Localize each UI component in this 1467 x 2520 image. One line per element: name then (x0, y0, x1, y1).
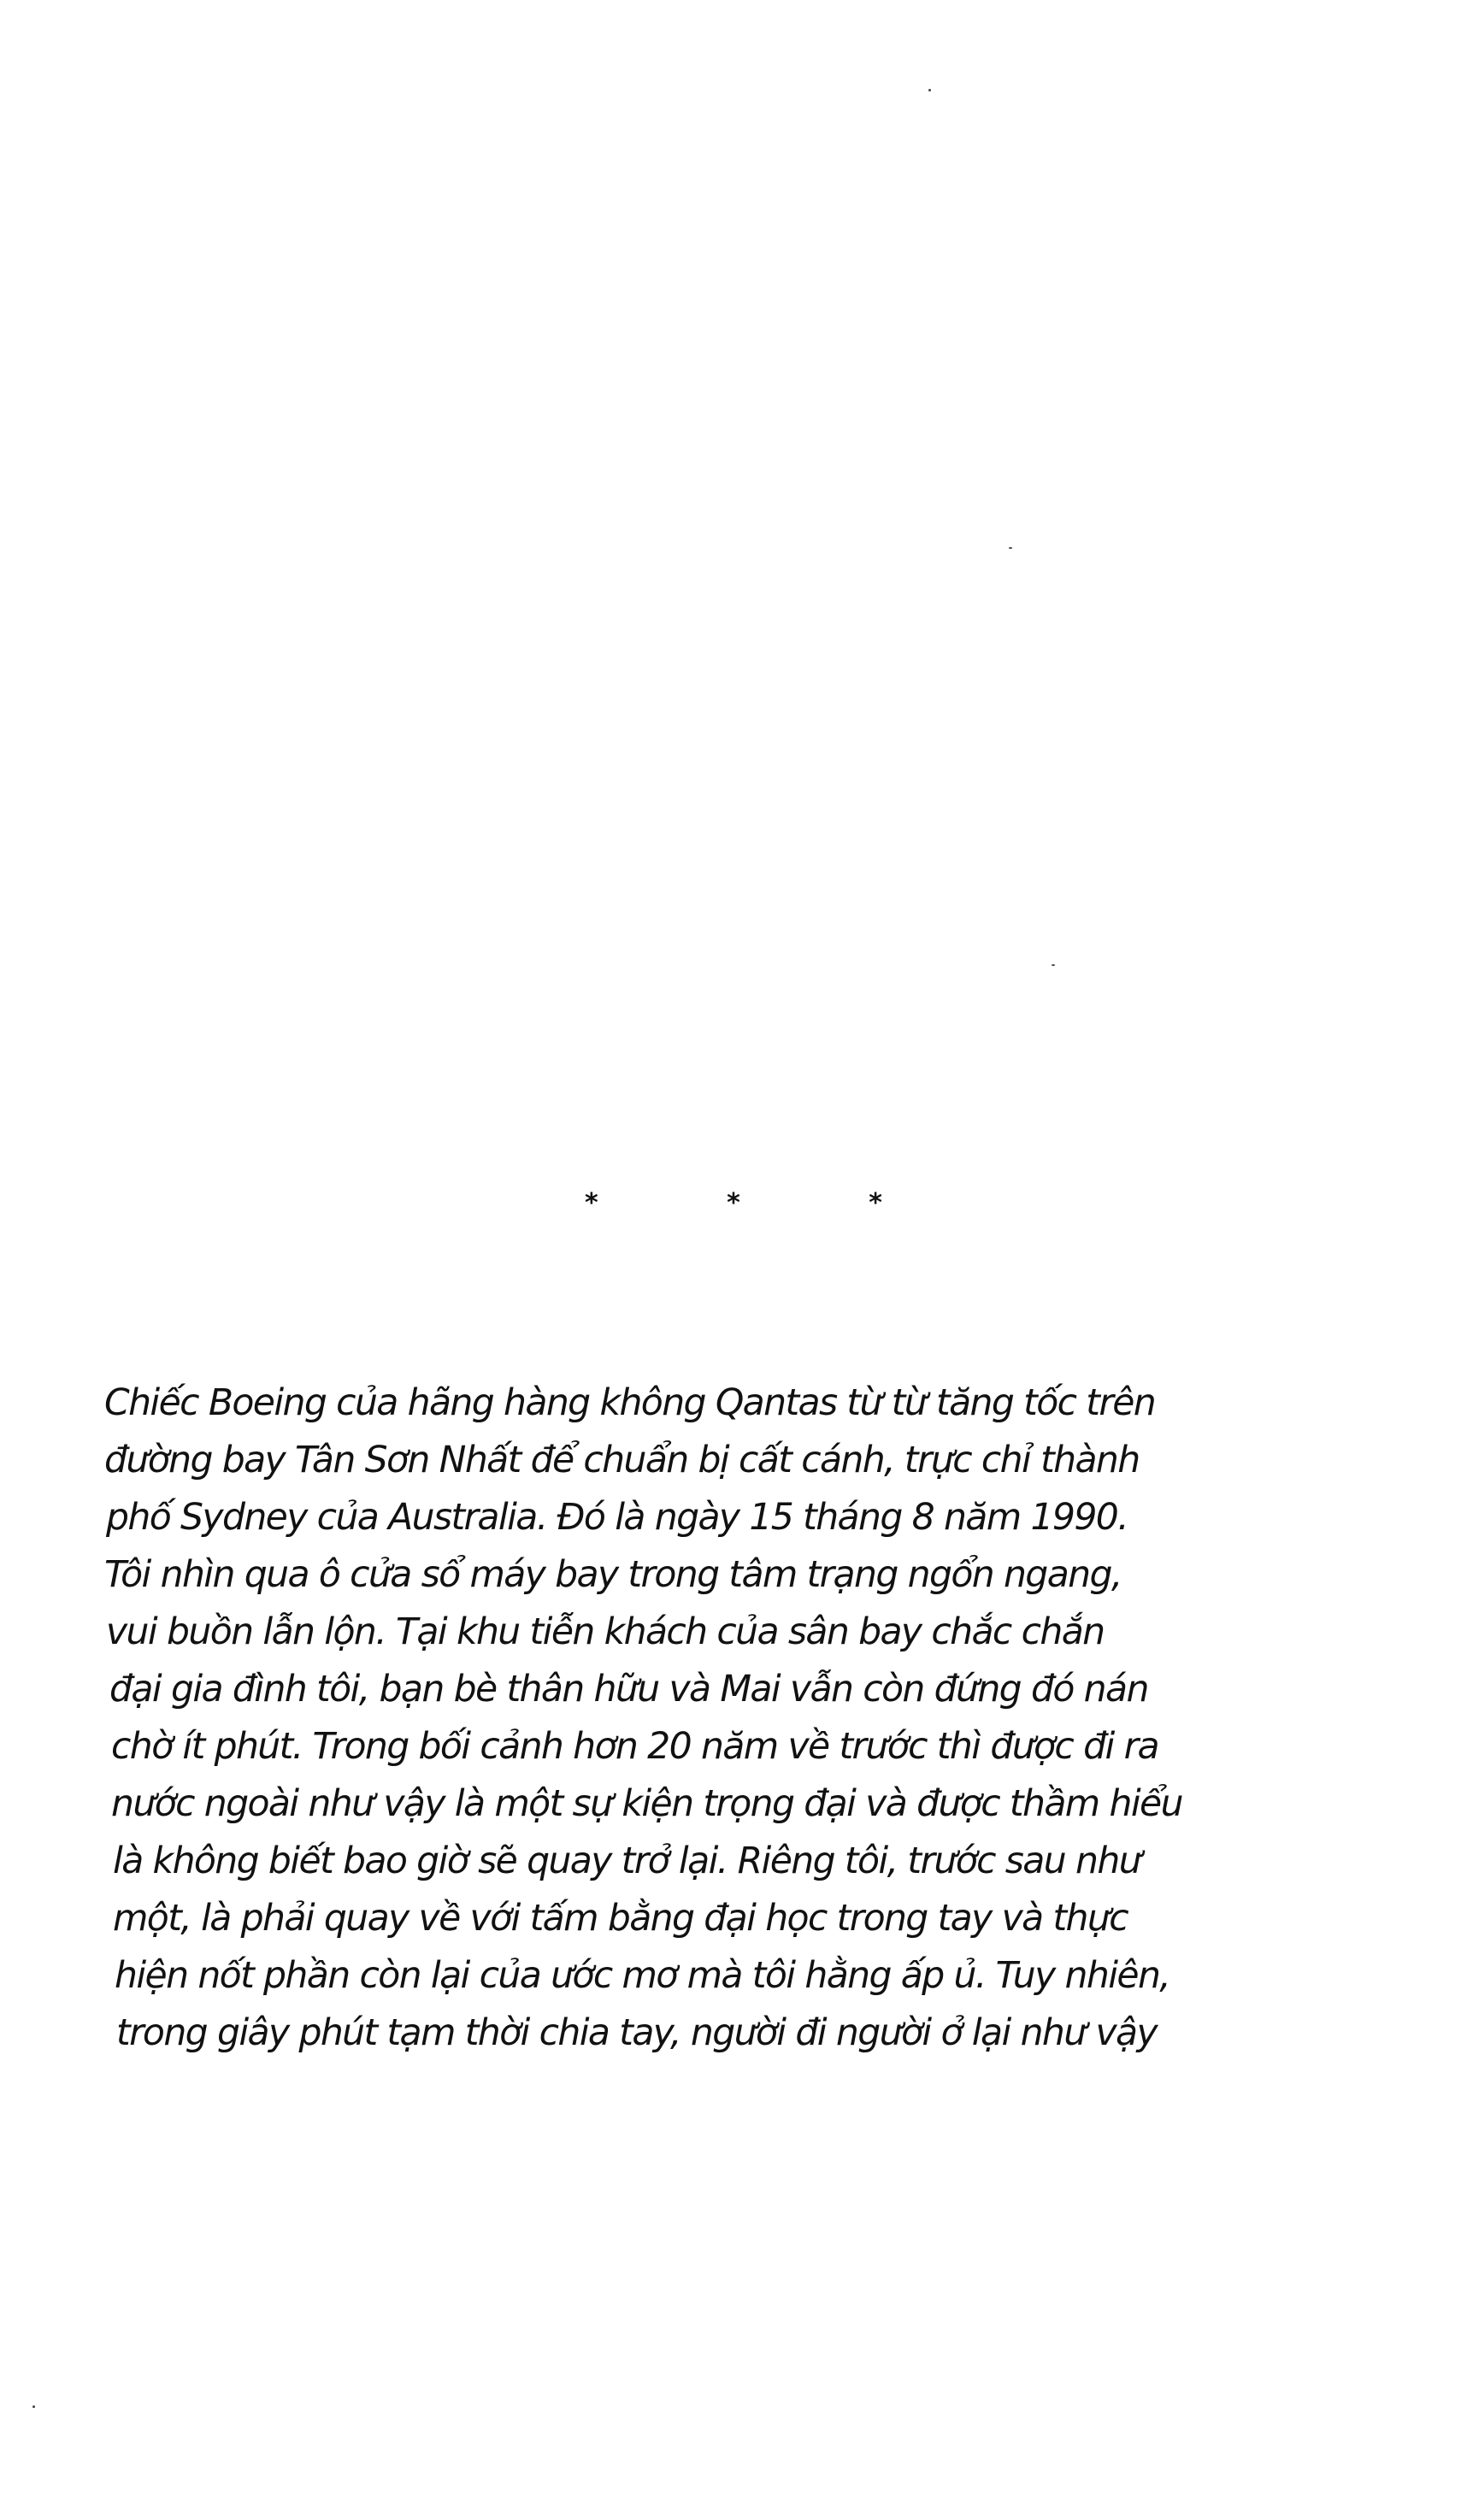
paragraph-line: trong giây phút tạm thời chia tay, người đi người ở lại như vậy (116, 2012, 1158, 2054)
body-paragraph (104, 1375, 1293, 2062)
paragraph-line: Tôi nhìn qua ô cửa sổ máy bay trong tâm trạng ngổn ngang, (104, 1554, 1122, 1596)
paragraph-line: phố Sydney của Australia. Đó là ngày 15 tháng 8 năm 1990. (106, 1497, 1128, 1539)
paragraph-line: nước ngoài như vậy là một sự kiện trọng đại và được thầm hiểu (111, 1783, 1182, 1825)
paragraph-line: hiện nốt phần còn lại của ước mơ mà tôi hằng ấp ủ. Tuy nhiên, (115, 1955, 1170, 1997)
paragraph-line: đường bay Tân Sơn Nhất để chuẩn bị cất cánh, trực chỉ thành (104, 1440, 1140, 1481)
paragraph-line: đại gia đình tôi, bạn bè thân hữu và Mai vẫn còn đứng đó nán (109, 1669, 1148, 1710)
dust-speck (32, 2405, 35, 2408)
dust-speck (928, 89, 931, 91)
section-separator: * * * (585, 1188, 942, 1218)
paragraph-line: là không biết bao giờ sẽ quay trở lại. Riêng tôi, trước sau như (113, 1840, 1141, 1882)
paragraph-line: một, là phải quay về với tấm bằng đại học trong tay và thực (113, 1898, 1128, 1940)
dust-speck (1009, 547, 1012, 549)
paragraph-line: Chiếc Boeing của hãng hàng không Qantas từ từ tăng tốc trên (104, 1382, 1156, 1424)
paragraph-line: chờ ít phút. Trong bối cảnh hơn 20 năm về trước thì được đi ra (111, 1726, 1158, 1768)
dust-speck (1052, 964, 1055, 966)
paragraph-line: vui buồn lẫn lộn. Tại khu tiễn khách của sân bay chắc chắn (106, 1611, 1105, 1653)
